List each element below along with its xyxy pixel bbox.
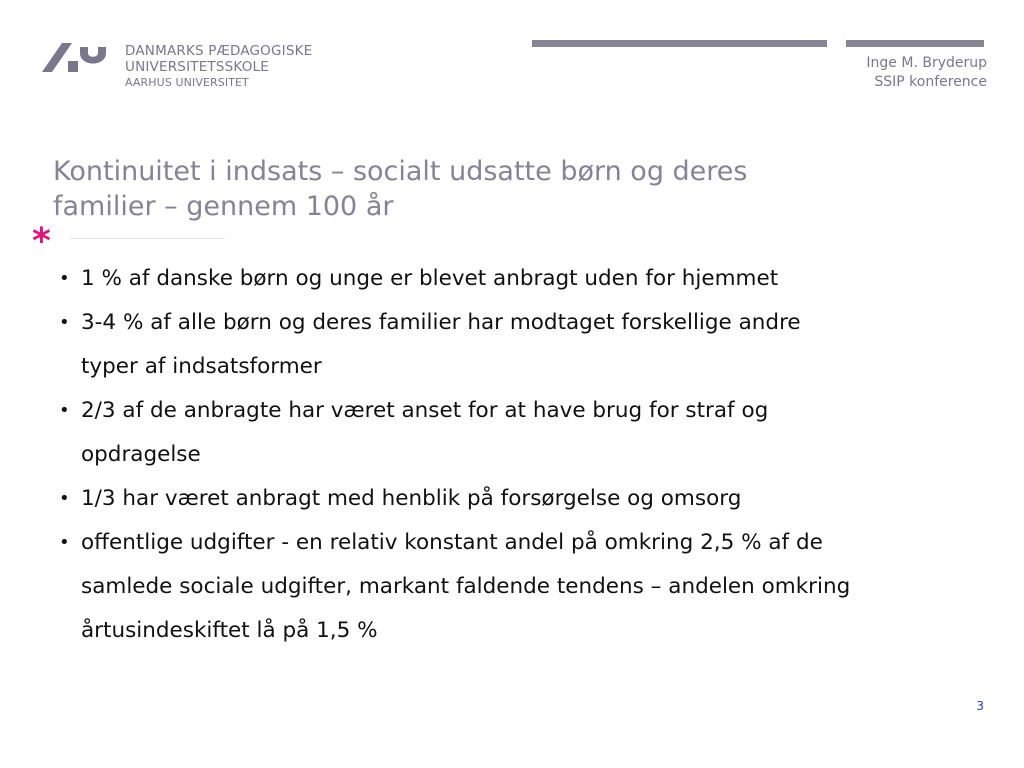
bullet-text: 1/3 har været anbragt med henblik på forsørgelse og omsorg (81, 486, 742, 511)
list-item (57, 257, 992, 301)
bullet-list (57, 257, 992, 653)
page-number: 3 (976, 699, 984, 713)
bullet-icon: • (59, 312, 70, 333)
bullet-text: 1 % af danske børn og unge er blevet anbragt uden for hjemmet (81, 266, 779, 291)
bullet-icon: • (59, 488, 70, 509)
university-logo-icon (40, 41, 108, 75)
slide-title (53, 154, 853, 224)
university-name (125, 43, 312, 91)
author-block (866, 54, 987, 92)
title-line-1: Kontinuitet i indsats – socialt udsatte børn og deres (53, 156, 748, 187)
event-name: SSIP konference (874, 74, 987, 90)
header-bar-right (846, 40, 984, 47)
logo-line-1: DANMARKS PÆDAGOGISKE (125, 43, 313, 59)
list-item (57, 521, 992, 653)
list-item (57, 301, 992, 389)
bullet-text: typer af indsatsformer (81, 354, 322, 379)
bullet-text: 3-4 % af alle børn og deres familier har modtaget forskellige andre (81, 310, 801, 335)
list-item (57, 477, 992, 521)
bullet-icon: • (59, 268, 70, 289)
bullet-text: 2/3 af de anbragte har været anset for at have brug for straf og (81, 398, 769, 423)
bullet-text: samlede sociale udgifter, markant faldende tendens – andelen omkring (81, 574, 851, 599)
logo-line-3: AARHUS UNIVERSITET (125, 76, 249, 89)
bullet-text: offentlige udgifter - en relativ konstant andel på omkring 2,5 % af de (81, 530, 823, 555)
bullet-icon: • (59, 532, 70, 553)
asterisk-icon: * (32, 221, 51, 262)
list-item (57, 389, 992, 477)
header-bar-left (532, 40, 827, 47)
title-line-2: familier – gennem 100 år (53, 191, 394, 222)
bullet-text: årtusindeskiftet lå på 1,5 % (81, 618, 378, 643)
bullet-icon: • (59, 400, 70, 421)
author-name: Inge M. Bryderup (866, 55, 987, 71)
title-divider (70, 238, 225, 239)
logo-line-2: UNIVERSITETSSKOLE (125, 59, 270, 75)
bullet-text: opdragelse (81, 442, 201, 467)
